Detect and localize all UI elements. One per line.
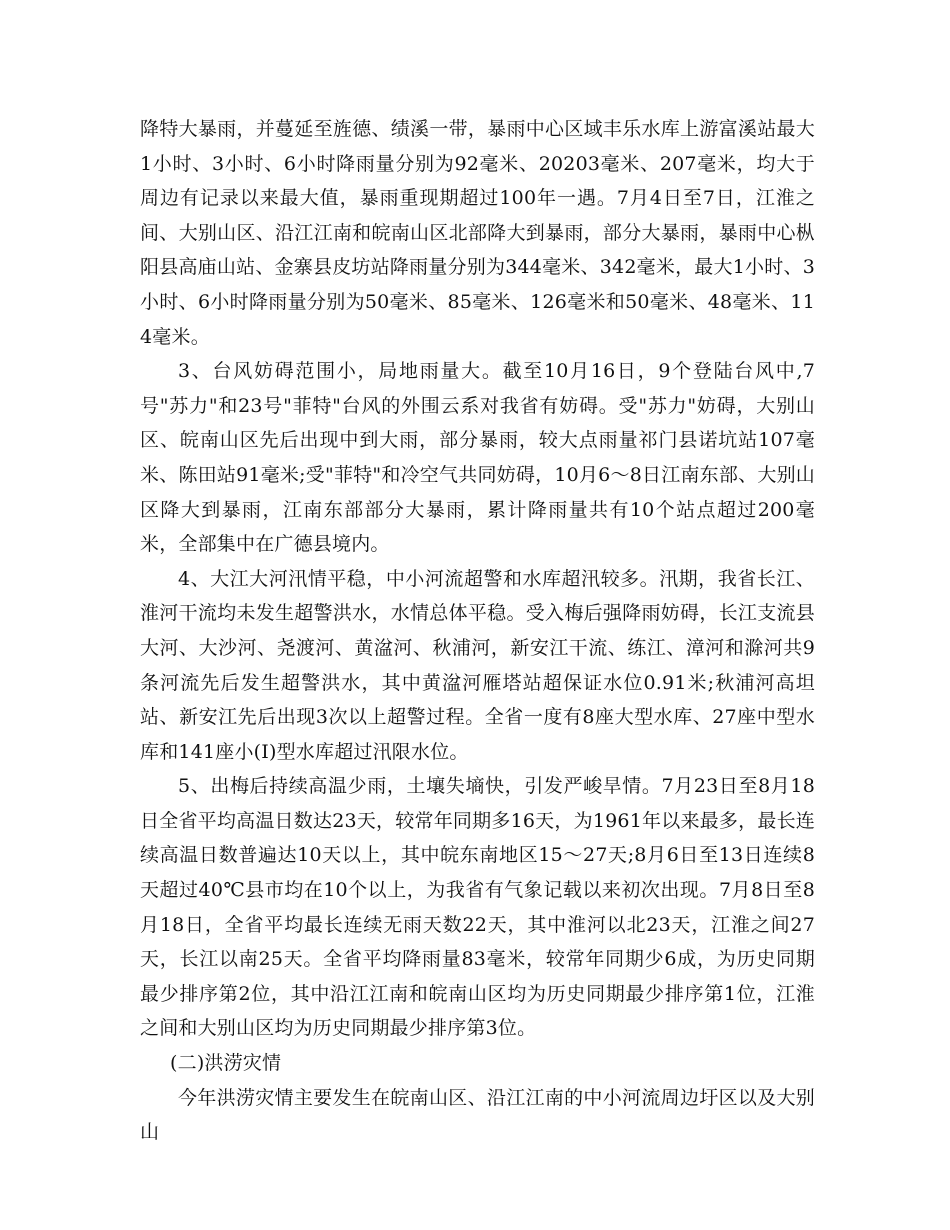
paragraph-river-flood-situation: 4、大江大河汛情平稳，中小河流超警和水库超汛较多。汛期，我省长江、淮河干流均未发生超警洪水，水情总体平稳。受入梅后强降雨妨碍，长江支流县大河、大沙河、尧渡河、黄湓河、秋浦河，新安江干流、练江、漳河和滁河共9条河流先后发生超警洪水，其中黄湓河雁塔站超保证水位0.91米;秋浦河高坦站、新安江先后出现3次以上超警过程。全省一度有8座大型水库、27座中型水库和141座小(I)型水库超过汛限水位。 [140,567,815,763]
paragraph-drought-situation: 5、出梅后持续高温少雨，土壤失墒快，引发严峻旱情。7月23日至8月18日全省平均高温日数达23天，较常年同期多16天，为1961年以来最多，最长连续高温日数普遍达10天以上，其中皖东南地区15～27天;8月6日至13日连续8天超过40℃县市均在10个以上，为我省有气象记载以来初次出现。7月8日至8月18日，全省平均最长连续无雨天数22天，其中淮河以北23天，江淮之间27天，长江以南25天。全省平均降雨量83毫米，较常年同期少6成，为历史同期最少排序第2位，其中沿江江南和皖南山区均为历史同期最少排序第1位，江淮之间和大别山区均为历史同期最少排序第3位。 [140,775,815,1040]
section-heading-flood-disaster: (二)洪涝灾情 [170,1052,282,1075]
paragraph-typhoon-impact: 3、台风妨碍范围小，局地雨量大。截至10月16日，9个登陆台风中,7号"苏力"和23号"菲特"台风的外围云系对我省有妨碍。受"苏力"妨碍，大别山区、皖南山区先后出现中到大雨，部分暴雨，较大点雨量祁门县诺坑站107毫米、陈田站91毫米;受"菲特"和冷空气共同妨碍，10月6～8日江南东部、大别山区降大到暴雨，江南东部部分大暴雨，累计降雨量共有10个站点超过200毫米，全部集中在广德县境内。 [140,360,815,556]
paragraph-flood-disaster: 今年洪涝灾情主要发生在皖南山区、沿江江南的中小河流周边圩区以及大别山 [140,1086,815,1144]
document-page [140,112,815,1150]
paragraph-rainstorm-continued: 降特大暴雨，并蔓延至旌德、绩溪一带，暴雨中心区域丰乐水库上游富溪站最大1小时、3小时、6小时降雨量分别为92毫米、20203毫米、207毫米，均大于周边有记录以来最大值，暴雨重现期超过100年一遇。7月4日至7日，江淮之间、大别山区、沿江江南和皖南山区北部降大到暴雨，部分大暴雨，暴雨中心枞阳县高庙山站、金寨县皮坊站降雨量分别为344毫米、342毫米，最大1小时、3小时、6小时降雨量分别为50毫米、85毫米、126毫米和50毫米、48毫米、114毫米。 [140,118,815,348]
